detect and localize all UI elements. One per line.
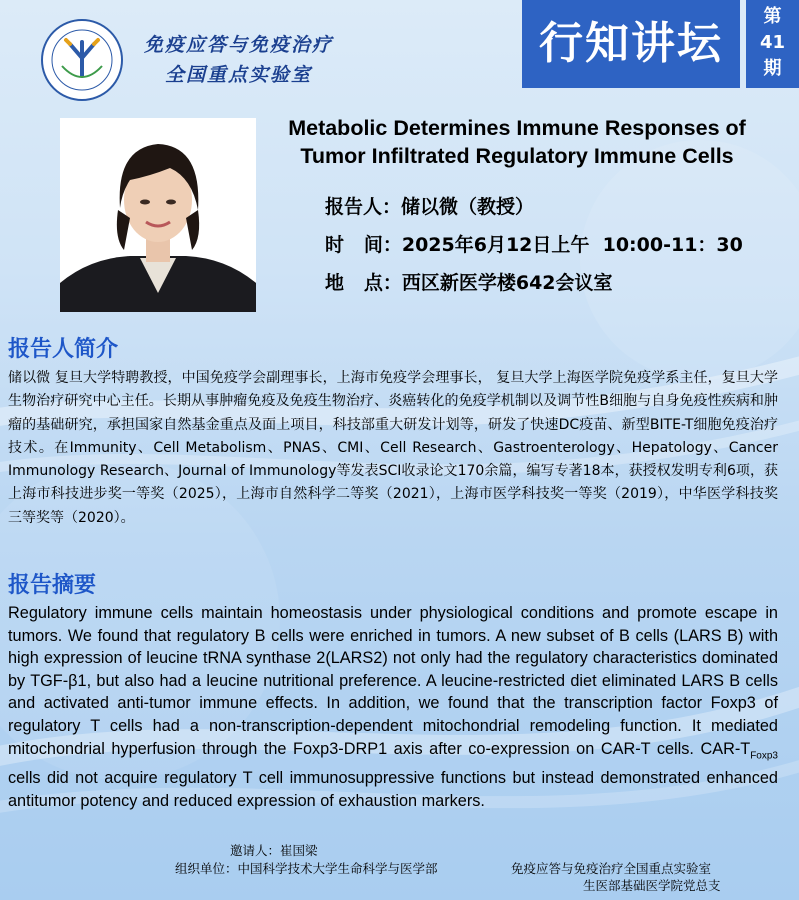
abstract-heading: 报告摘要 (8, 573, 97, 598)
talk-title-line1: Metabolic Determines Immune Responses of (288, 116, 746, 140)
inviter: 邀请人：崔国梁 (230, 843, 318, 858)
issue-badge (746, 0, 799, 88)
issue-label-bottom: 期 (763, 58, 782, 79)
issue-number: 41 (759, 32, 786, 53)
lab-name-line2: 全国重点实验室 (165, 64, 313, 86)
time-info: 时 间：2025年6月12日上午 10:00-11：30 (325, 234, 743, 256)
lab-name (144, 30, 333, 90)
location-info: 地 点：西区新医学楼642会议室 (325, 272, 613, 294)
series-title: 行知讲坛 (522, 0, 740, 88)
bio-text: 储以微 复旦大学特聘教授，中国免疫学会副理事长，上海市免疫学会理事长， 复旦大学上海医学院免疫学系主任，复旦大学生物治疗研究中心主任。长期从事肿瘤免疫及免疫生物治疗、炎癌转化的免疫学机制以及调节性B细胞与自身免疫性疾病和肿瘤的基础研究，承担国家自然基金重点及面上项目，科技部重大研发计划等，研发了快速DC疫苗、新型BITE-T细胞免疫治疗技术。在Immunity、Cell Metabolism、PNAS、CMI、Cell Research、Gastroenterology、Hepatology、Cancer Immunology Research、Journal of Immunology等发表SCI收录论文170余篇，编写专著18本，获授权发明专利6项，获上海市科技进步奖一等奖（2025），上海市自然科学二等奖（2021），上海市医学科技奖一等奖（2019），中华医学科技奖三等奖等（2020）。 (8, 370, 778, 526)
speaker-info: 报告人：储以微（教授） (325, 196, 535, 218)
foxp3-subscript: Foxp3 (750, 749, 778, 761)
organizer-right-line1: 免疫应答与免疫治疗全国重点实验室 (511, 861, 712, 876)
abstract-text-part1: Regulatory immune cells maintain homeostasis under physiological conditions and promote escape in tumors. We found that regulatory B cells were enriched in tumors. A new subset of B cells (LARS B) with high expression of leucine tRNA synthase 2(LARS2) not only had the regulatory characteristics dominated by TGF-β1, but also had a leucine nutritional preference. A leucine-restricted diet eliminated LARS B cells and activated anti-tumor immune effects. In addition, we found that the transcription factor Foxp3 of regulatory T cells had a non-transcription-dependent mitochondrial remodeling function. It mediated mitochondrial hyperfusion through the Foxp3-DRP1 axis after co-expression on CAR-T cells. CAR-T (8, 604, 778, 758)
abstract-text-part2: cells did not acquire regulatory T cell immunosuppressive functions but instead demonstrated enhanced antitumor potency and reduced expression of exhaustion markers. (8, 769, 778, 810)
lab-logo (40, 18, 124, 102)
organizer-right-line2: 生医部基础医学院党总支 (583, 878, 721, 893)
abstract-text (8, 602, 778, 813)
issue-label-top: 第 (763, 6, 782, 27)
bio-heading: 报告人简介 (8, 337, 119, 362)
speaker-photo (60, 118, 256, 312)
lab-name-line1: 免疫应答与免疫治疗 (144, 34, 334, 56)
talk-title-line2: Tumor Infiltrated Regulatory Immune Cells (300, 144, 734, 168)
organizer: 组织单位：中国科学技术大学生命科学与医学部 (175, 861, 438, 876)
talk-title (262, 114, 772, 170)
